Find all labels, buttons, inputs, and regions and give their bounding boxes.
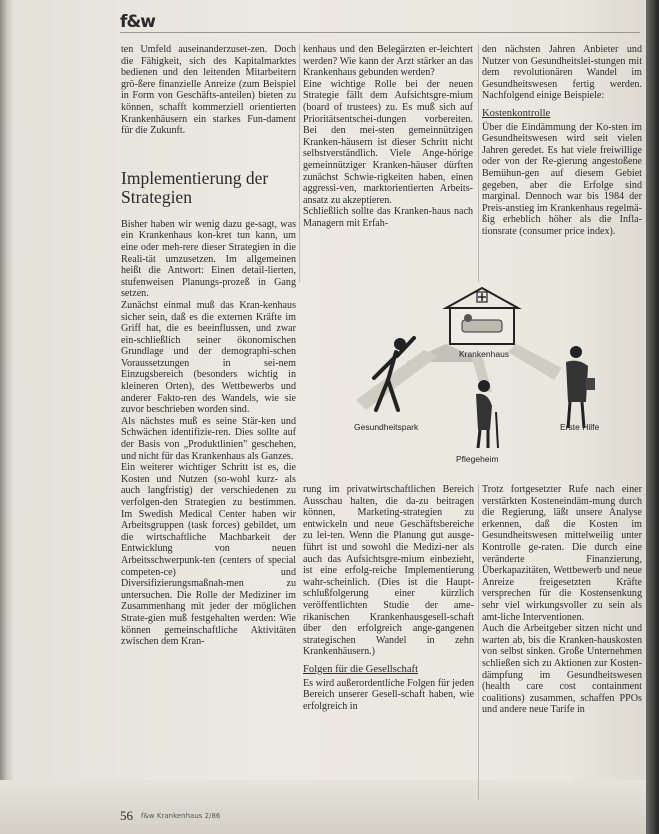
elderly-person-icon xyxy=(476,380,498,448)
paragraph: Ein weiterer wichtiger Schritt ist es, die Kosten und Nutzen (so-wohl kurz- als auch langfristig) der verschiedenen zu verfolgen-den Strategien zu bestimmen. Im Swedish Medical Center haben wir Arbeitsgruppen (task forces) gebildet, um die wirtschaftliche Machbarkeit der Entwicklung von neuen Arbeitsschwerpunk-ten (centers of special competen-ce) und Diversifizierungsmaßnah-men zu untersuchen. Die Rolle der Mediziner im Zusammenhang mit jeder der möglichen Strate-gien muß festgehalten werden: Wie können gemeinschaftliche Aktivitäten zwischen dem Kran- xyxy=(121,462,296,648)
column-2-top xyxy=(303,44,473,280)
column-1 xyxy=(121,44,296,796)
paragraph: Trotz fortgesetzter Rufe nach einer verstärkten Kosteneindäm-mung durch die Regierung, läßt unsere Analyse erkennen, daß die Kosten im Gesundheitswesen mittelweilig unter Kontrolle ge-raten. Die durch eine veränderte Finanzierung, Überkapazitäten, Wettbewerb und neue Anreize freigesetzten Kräfte versprechen für die Kostensenkung sehr viel wirkungsvoller zu sein als amt-liche Interventionen. xyxy=(482,484,642,623)
connector-right xyxy=(508,344,562,380)
diagram-label-gesundheitspark: Gesundheitspark xyxy=(354,422,419,432)
column-3-top xyxy=(482,44,642,284)
paragraph: Bisher haben wir wenig dazu ge-sagt, was ein Krankenhaus kon-kret tun kann, um eine oder meh-rere dieser Strategien in die Reali-tät umzusetzen. Im allgemeinen heißt die Antwort: Einen detail-lierten, stufenweisen Planungs-prozeß in Gang setzen. xyxy=(121,218,296,300)
diagram-label-erste-hilfe: Erste Hilfe xyxy=(560,422,600,432)
paragraph: Eine wichtige Rolle bei der neuen Strategie fällt dem Aufsichtsgre-mium (board of trustees) zu. Es muß sich auf Prioritätsentschei-dungen vorbereiten. Bei den mei-sten gemeinnützigen Kranken-häusern ist dieser Schritt nicht selbstverständlich. Viele Ange-hörige gemeinnütziger Kranken-häuser dürften zunächst Schwie-rigkeiten haben, einen aggressi-ven, marktorientierten Arbeits-ansatz zu akzeptieren. xyxy=(303,78,473,206)
paragraph: rung im privatwirtschaftlichen Bereich Ausschau halten, die da-zu beitragen können, Marketing-strategien zu entwickeln und neue Geschäftsbereiche zu lei-ten. Wenn die Planung gut ausge-führt ist und sowohl die Medizi-ner als auch das Aufsichtsgre-mium einbezieht, ist eine erfolg-reiche Implementierung wahr-scheinlich. (Dies ist die Haupt-schlußfolgerung einer kürzlich veröffentlichten Studie der ame-rikanischen Krankenhausgesell-schaft über den erfolgreich ange-gangenen strategischen Wandel in zehn Krankenhäusern.) xyxy=(303,484,474,658)
diagram-label-pflegeheim: Pflegeheim xyxy=(456,454,499,464)
column-divider xyxy=(299,44,300,282)
column-divider xyxy=(478,44,479,282)
paragraph: Schließlich sollte das Kranken-haus nach Managern mit Erfah- xyxy=(303,206,473,229)
paragraph: den nächsten Jahren Anbieter und Nutzer von Gesundheitslei-stungen mit dem revolutionären Wandel im Gesundheitswesen fertig werden. Nachfolgend einige Beispiele: xyxy=(482,44,642,102)
header-rule xyxy=(120,32,640,33)
paragraph: Als nächstes muß es seine Stär-ken und Schwächen identifizie-ren. Dies sollte auf der Basis von „Produktlinien" geschehen, und nicht für das Krankenhaus als Ganzes. xyxy=(121,415,296,462)
column-2-bottom xyxy=(303,484,474,798)
section-heading: Implementierung der Strategien xyxy=(121,167,269,207)
diagram-label-krankenhaus: Krankenhaus xyxy=(458,349,510,359)
page-number: 56 xyxy=(120,808,133,823)
issue-reference: f&w Krankenhaus 2/86 xyxy=(141,812,221,820)
first-aid-person-icon xyxy=(566,346,595,428)
paragraph: Es wird außerordentliche Folgen für jeden Bereich unserer Gesell-schaft haben, wie erfolgreich in xyxy=(303,677,474,712)
col1-bottom-text xyxy=(121,219,296,648)
magazine-logo: f&w xyxy=(120,12,155,32)
paragraph: Über die Eindämmung der Ko-sten im Gesundheitswesen wird seit vielen Jahren geredet. Es hat viele freiwillige oder von der Re-gierung angestoßene Bemühun-gen auf diesem Gebiet gegeben, aber die Erfolge sind marginal. Dennoch war bis 1984 der Preis-anstieg im Krankenhaus regelmä-ßig erheblich höher als die Infla-tionsrate (consumer price index). xyxy=(482,121,642,237)
paragraph: ten Umfeld auseinanderzuset-zen. Doch die Fähigkeit, sich des Kapitalmarktes bedienen und den leitenden Mitarbeitern grö-ßere finanzielle Anreize (zum Beispiel in Form von Geschäfts-anteilen) bieten zu können, schafft kommerziell orientierten Krankenhäusern ein starkes Fun-dament für die Zukunft. xyxy=(121,44,296,137)
binding-shadow xyxy=(0,0,14,834)
column-3-bottom xyxy=(482,484,642,798)
col1-top-text xyxy=(121,44,296,137)
paragraph: kenhaus und den Belegärzten er-leichtert werden? Wie kann der Arzt stärker an das Krankenhaus gebunden werden? xyxy=(303,44,473,79)
hospital-network-diagram xyxy=(296,282,646,482)
subheading-kostenkontrolle: Kostenkontrolle xyxy=(482,107,551,119)
right-page-edge xyxy=(646,0,659,834)
paragraph: Zunächst einmal muß das Kran-kenhaus sicher sein, daß es die externen Kräfte im Griff hat, die es beeinflussen, und zwar ein-schließlich seiner ökonomischen Grundlage und der demographi-schen Voraussetzungen in sei-nem Einzugsbereich (besonders wichtig in kleineren Orten), des Wettbewerbs und anderer Fakto-ren des Wandels, wie sie zuvor beschrieben worden sind. xyxy=(121,299,296,416)
subheading-folgen: Folgen für die Gesellschaft xyxy=(303,663,419,675)
paragraph: Auch die Arbeitgeber sitzen nicht und warten ab, bis die Kranken-hauskosten von selbst sinken. Große Unternehmen schließen sich zu Aktionen zur Kosten-dämpfung im Gesundheitswesen (health care cost containment coalitions) zusammen, schaffen PPOs und andere neue Tarife in xyxy=(482,623,642,716)
column-divider xyxy=(478,484,479,800)
hospital-icon xyxy=(446,288,518,344)
